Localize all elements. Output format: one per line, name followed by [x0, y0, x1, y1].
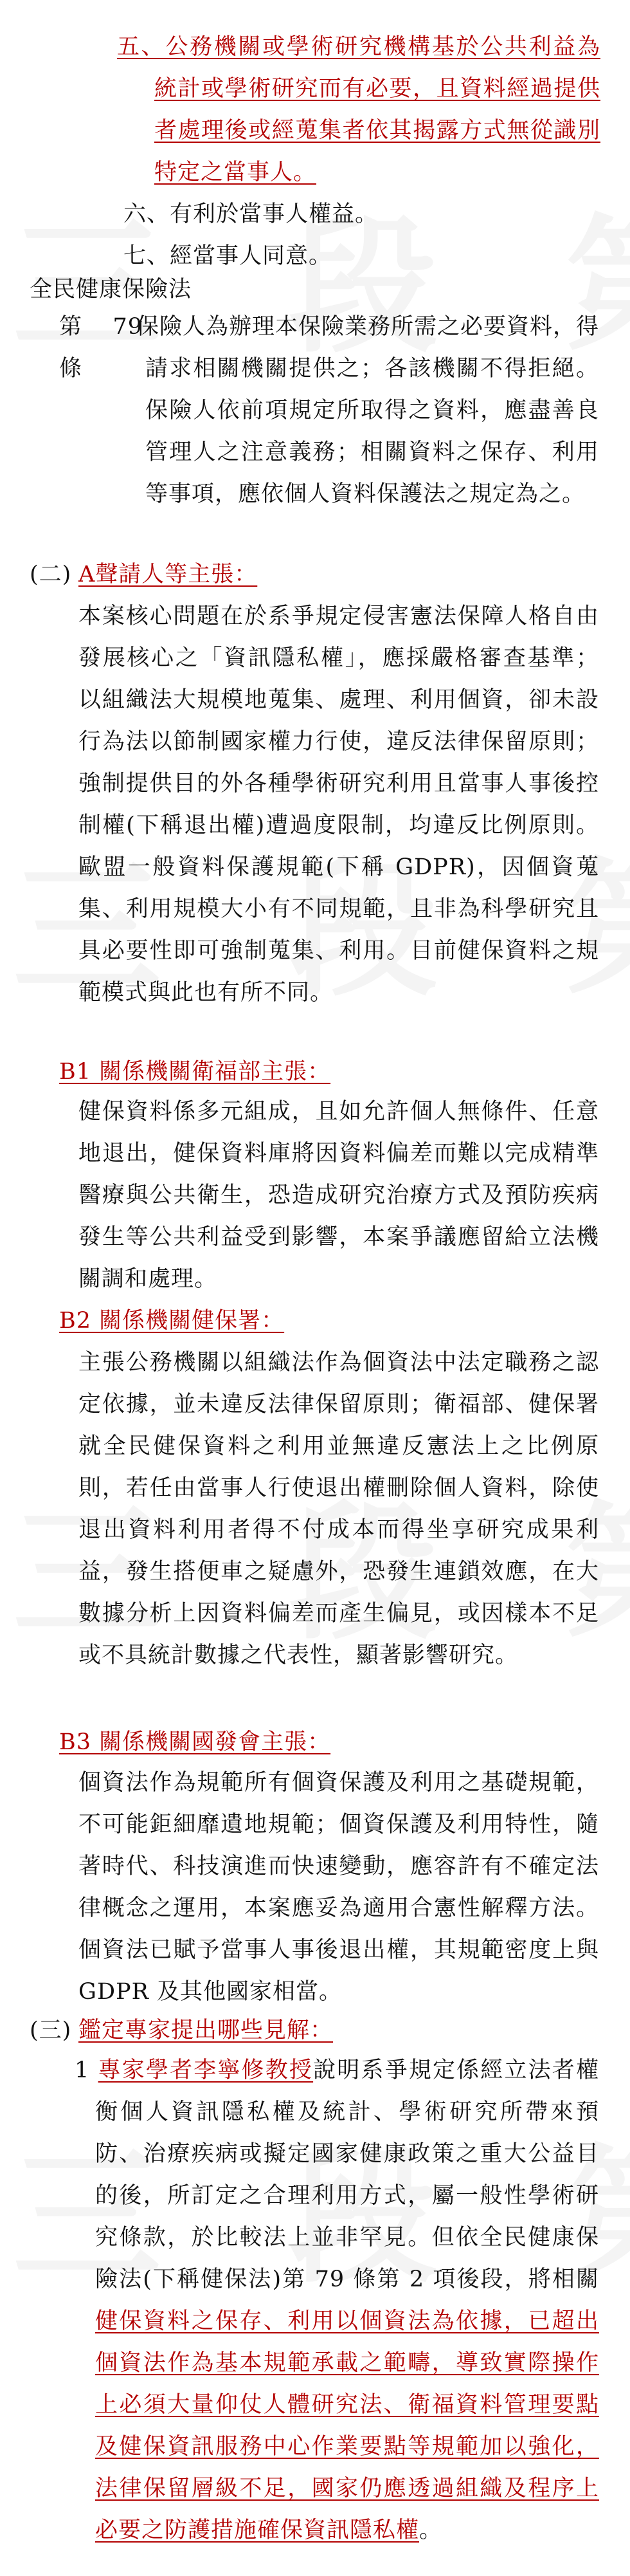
section-2-number: (二) [30, 562, 72, 587]
article-number: 第 79 條 [59, 314, 143, 382]
b1-title: B1 關係機關衛福部主張： [59, 1059, 331, 1085]
opinion-1 [75, 2050, 599, 2552]
opinion-1-text: 說明系爭規定係經立法者權衡個人資訊隱私權及統計、學術研究所帶來預防、治療疾病或擬定國家健康政策之重大公益目的後，所訂定之合理利用方式，屬一般性學術研究條款，於比較法上並非罕見。但依全民健康保險法(下稱健保法)第 79 條第 2 項後段，將相關 [95, 2057, 599, 2292]
section-3-title: 鑑定專家提出哪些見解： [78, 2018, 334, 2043]
b2-title: B2 關係機關健保署： [59, 1308, 285, 1334]
section-3-number: (三) [30, 2018, 72, 2043]
section-2-body: 本案核心問題在於系爭規定侵害憲法保障人格自由發展核心之「資訊隱私權」，應採嚴格審查基準；以組織法大規模地蒐集、處理、利用個資，卻未設行為法以節制國家權力行使，違反法律保留原則；強制提供目的外各種學術研究利用且當事人事後控制權(下稱退出權)遭過度限制，均違反比例原則。歐盟一般資料保護規範(下稱 GDPR)，因個資蒐集、利用規模大小有不同規範，且非為科學研究且具必要性即可強制蒐集、利用。目前健保資料之規範模式與此也有所不同。 [78, 603, 599, 1006]
b3-title: B3 關係機關國發會主張： [59, 1729, 331, 1755]
opinion-1-end: 。 [419, 2517, 443, 2543]
article-79-text: 保險人為辦理本保險業務所需之必要資料，得請求相關機關提供之；各該機關不得拒絕。保險人依前項規定所取得之資料，應盡善良管理人之注意義務；相關資料之保存、利用等事項，應依個人資料保護法之規定為之。 [136, 314, 600, 507]
legal-item-6: 六、有利於當事人權益。 [123, 201, 379, 227]
legal-item-5: 五、公務機關或學術研究機構基於公共利益為統計或學術研究而有必要，且資料經過提供者處理後或經蒐集者依其揭露方式無從識別特定之當事人。 [117, 34, 600, 185]
b1-body: 健保資料係多元組成，且如允許個人無條件、任意地退出，健保資料庫將因資料偏差而難以完成精準醫療與公共衛生，恐造成研究治療方式及預防疾病發生等公共利益受到影響，本案爭議應留給立法機關調和處理。 [78, 1099, 599, 1292]
legal-item-7: 七、經當事人同意。 [123, 243, 332, 269]
b2-body: 主張公務機關以組織法作為個資法中法定職務之認定依據，並未違反法律保留原則；衛福部、健保署就全民健保資料之利用並無違反憲法上之比例原則，若任由當事人行使退出權刪除個人資料，除使退出資料利用者得不付成本而得坐享研究成果利益，發生搭便車之疑慮外，恐發生連鎖效應，在大數據分析上因資料偏差而產生偏見，或因樣本不足或不具統計數據之代表性，顯著影響研究。 [78, 1350, 599, 1668]
b3-body: 個資法作為規範所有個資保護及利用之基礎規範，不可能鉅細靡遺地規範；個資保護及利用特性，隨著時代、科技演進而快速變動，應容許有不確定法律概念之運用，本案應妥為適用合憲性解釋方法。個資法已賦予當事人事後退出權，其規範密度上與 GDPR 及其他國家相當。 [78, 1770, 599, 2005]
opinion-1-number: 1 [75, 2057, 98, 2083]
section-2-title: A聲請人等主張： [78, 562, 258, 587]
opinion-1-highlight: 健保資料之保存、利用以個資法為依據，已超出個資法作為基本規範承載之範疇，導致實際操作上必須大量仰仗人體研究法、衛福資料管理要點及健保資訊服務中心作業要點等規範加以強化，法律保留層級不足，國家仍應透過組織及程序上必要之防護措施確保資訊隱私權 [95, 2308, 599, 2543]
law-title: 全民健康保險法 [30, 277, 192, 302]
expert-name: 專家學者李寧修教授 [98, 2057, 314, 2083]
